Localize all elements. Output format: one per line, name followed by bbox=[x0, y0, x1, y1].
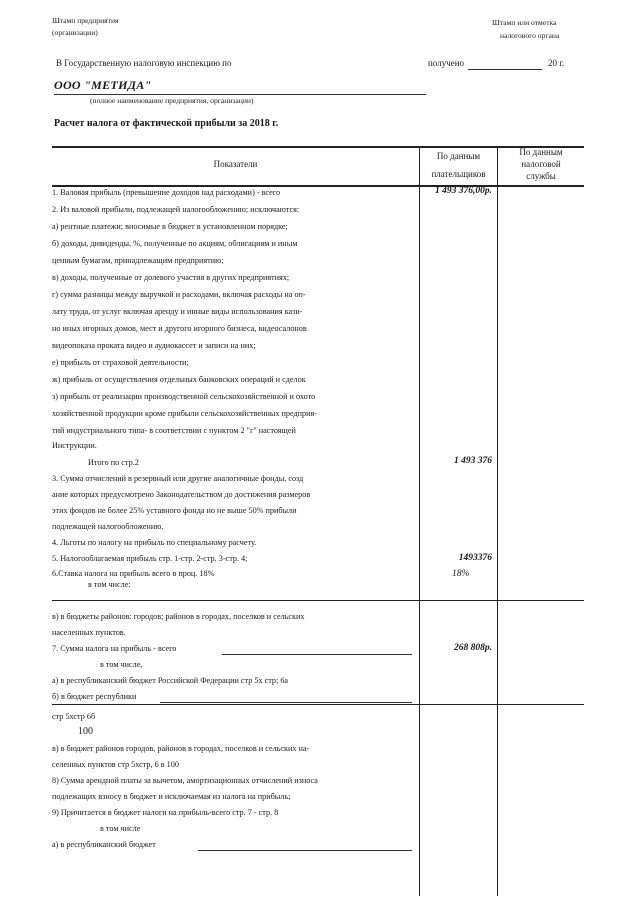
table-header-bottom bbox=[52, 185, 584, 187]
row-3-cont2: этих фондов не более 25% уставного фонда но не выше 50% прибыли bbox=[52, 506, 297, 515]
row-7b: б) в бюджет республики bbox=[52, 692, 137, 701]
row-7-line bbox=[222, 654, 412, 655]
row-8-cont: подлежащих взносу в бюджет и исключаемая из налога на прибыль; bbox=[52, 792, 291, 801]
row-7v: в) в бюджет районов городов, районов в городах, поселков и сельских на- bbox=[52, 744, 310, 753]
col-header-tax-2: налоговой bbox=[521, 159, 561, 169]
company-name-line bbox=[54, 94, 426, 95]
received-date-line bbox=[468, 69, 542, 70]
row-7a: а) в республиканский бюджет Российской Федерации стр 5х стр; 6а bbox=[52, 676, 289, 685]
row-2zh: ж) прибыль от осуществления отдельных банковских операций и сделок bbox=[52, 375, 306, 384]
row-7b-formula: стр 5хстр 6б bbox=[52, 712, 96, 721]
row-7b-divisor: 100 bbox=[78, 726, 93, 737]
stamp-left-line1: Штамп предприятия bbox=[52, 16, 119, 25]
row-2b: б) доходы, дивиденды, %, полученные по акциям, облигациям и иным bbox=[52, 239, 298, 248]
received-year: 20 г. bbox=[548, 58, 565, 68]
page-break-line-2 bbox=[52, 704, 584, 705]
row-3-cont1: ание которых предусмотрено Законодательством до достижения размеров bbox=[52, 490, 311, 499]
row-3: 3. Сумма отчислений в резервный или другие аналогичные фонды, созд bbox=[52, 474, 304, 483]
row-2z-cont2: тий индустриального типа- в соответствии с пунктом 2 "г" настоящей bbox=[52, 426, 296, 435]
col-header-tax-1: По данным bbox=[519, 147, 563, 157]
row-2v: в) доходы, полученные от долевого участия в других предприятиях; bbox=[52, 273, 290, 282]
row-7-incl: в том числе, bbox=[100, 660, 143, 669]
value-row-6: 18% bbox=[452, 569, 470, 579]
stamp-right-line2: налогового органа bbox=[500, 31, 560, 40]
row-5: 5. Налогооблагаемая прибыль стр. 1-стр. 2-стр. 3-стр. 4; bbox=[52, 554, 248, 563]
col-header-indicators: Показатели bbox=[213, 159, 258, 169]
row-8: 8) Сумма арендной платы за вычетом, амортизационных отчислений износа bbox=[52, 776, 318, 785]
row-2z: з) прибыль от реализации производственной сельскохозяйственной и охото bbox=[52, 392, 316, 401]
value-row-5: 1493376 bbox=[458, 553, 492, 563]
row-3-cont3: подлежащей налогообложению. bbox=[52, 522, 164, 531]
row-9-incl: в том числе bbox=[100, 824, 141, 833]
row-2g-cont3: видеопоказа проката видео и аудиокассет и записи на них; bbox=[52, 341, 256, 350]
document-title: Расчет налога от фактической прибыли за 2018 г. bbox=[54, 118, 279, 129]
row-6v: в) в бюджеты районов: городов; районов в городах, поселков и сельских bbox=[52, 612, 305, 621]
col-header-payers-2: плательщиков bbox=[431, 169, 486, 179]
row-2: 2. Из валовой прибыли, подлежащей налогообложению; исключаются: bbox=[52, 205, 300, 214]
received-label: получено bbox=[428, 58, 465, 68]
company-name: ООО "МЕТИДА" bbox=[54, 78, 152, 92]
stamp-right-line1: Штамп или отметка bbox=[492, 18, 557, 27]
row-2z-cont3: Инструкции. bbox=[52, 441, 97, 450]
row-2a: а) рентные платежи; вносимые в бюджет в установленном порядке; bbox=[52, 222, 288, 231]
value-row-1: 1 493 376,00р. bbox=[435, 186, 492, 196]
row-2g: г) сумма разницы между выручкой и расходами, включая расходы на оп- bbox=[52, 290, 306, 299]
row-2g-cont2: но иных игорных домов, мест и другого игорного бизнеса, видеосалонов bbox=[52, 324, 307, 333]
row-6: 6.Ставка налога на прибыль всего в проц. 18% bbox=[52, 569, 215, 578]
row-9a-line bbox=[198, 850, 412, 851]
row-9: 9) Причитается в бюджет налоги на прибыль-всего стр. 7 - стр. 8 bbox=[52, 808, 279, 817]
row-6-incl: в том числе: bbox=[88, 580, 131, 589]
row-7v-cont: селенных пунктов стр 5хстр, 6 в 100 bbox=[52, 760, 179, 769]
company-caption: (полное наименование предприятия, организации) bbox=[90, 96, 254, 105]
value-total-2: 1 493 376 bbox=[454, 456, 492, 466]
row-2z-cont1: хозяйственной продукции кроме прибыли сельскохозяйственных предприя- bbox=[52, 409, 317, 418]
row-7b-line bbox=[160, 702, 412, 703]
row-2b-cont: ценным бумагам, принадлежащим предприятию; bbox=[52, 256, 224, 265]
row-4: 4. Льготы по налогу на прибыль по специальному расчету. bbox=[52, 538, 257, 547]
col-divider-1 bbox=[419, 146, 420, 896]
stamp-left-line2: (организации) bbox=[52, 28, 98, 37]
row-1: 1. Валовая прибыль (превышение доходов над расходами) - всего bbox=[52, 188, 281, 197]
inspection-label: В Государственную налоговую инспекцию по bbox=[56, 58, 232, 68]
row-9a: а) в республиканский бюджет bbox=[52, 840, 156, 849]
row-7: 7. Сумма налога на прибыль - всего bbox=[52, 644, 177, 653]
value-row-7: 268 808р. bbox=[454, 643, 492, 653]
row-2e: е) прибыль от страховой деятельности; bbox=[52, 358, 189, 367]
col-divider-2 bbox=[497, 146, 498, 896]
row-total-2: Итого по стр.2 bbox=[88, 458, 139, 467]
row-6v-cont: населенных пунктов. bbox=[52, 628, 126, 637]
row-2g-cont1: лату труда, от услуг включая аренду и инные виды использования кази- bbox=[52, 307, 303, 316]
col-header-tax-3: службы bbox=[526, 171, 556, 181]
page-break-line-1 bbox=[52, 600, 584, 601]
col-header-payers-1: По данным bbox=[436, 151, 481, 161]
